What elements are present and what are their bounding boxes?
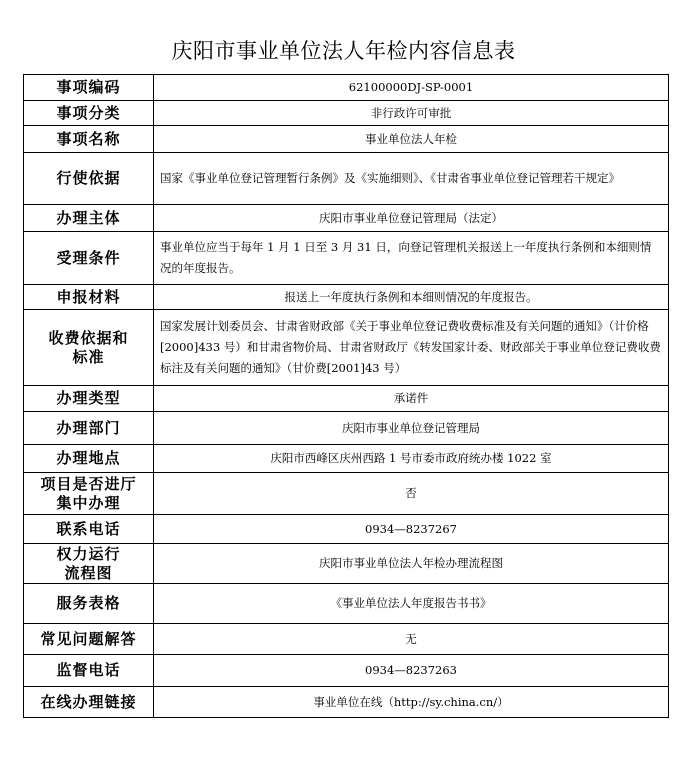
- row-value-item-name: 事业单位法人年检: [154, 126, 669, 153]
- row-value-handling-department: 庆阳市事业单位登记管理局: [154, 412, 669, 445]
- info-table: [23, 74, 669, 718]
- table-row: [24, 473, 669, 515]
- table-row: [24, 584, 669, 624]
- table-row: [24, 386, 669, 412]
- row-label-item-name: 事项名称: [24, 126, 154, 153]
- table-row: [24, 445, 669, 473]
- table-row: [24, 126, 669, 153]
- row-label-handling-type: 办理类型: [24, 386, 154, 412]
- row-value-handling-location: 庆阳市西峰区庆州西路 1 号市委市政府统办楼 1022 室: [154, 445, 669, 473]
- row-label-acceptance-conditions: 受理条件: [24, 232, 154, 285]
- row-value-acceptance-conditions: 事业单位应当于每年 1 月 1 日至 3 月 31 日，向登记管理机关报送上一年度执行条例和本细则情况的年度报告。: [154, 232, 669, 285]
- table-row: [24, 101, 669, 126]
- row-value-fee-basis: 国家发展计划委员会、甘肃省财政部《关于事业单位登记费收费标准及有关问题的通知》（计价格[2000]433 号）和甘肃省物价局、甘肃省财政厅《转发国家计委、财政部关于事业单位登记费收费标注及有关问题的通知》（甘价费[2001]43 号）: [154, 310, 669, 386]
- row-value-process-flowchart: 庆阳市事业单位法人年检办理流程图: [154, 544, 669, 584]
- table-row: [24, 310, 669, 386]
- row-label-faq: 常见问题解答: [24, 624, 154, 655]
- table-row: [24, 232, 669, 285]
- row-value-contact-phone: 0934—8237267: [154, 515, 669, 544]
- table-row: [24, 75, 669, 101]
- row-value-handling-body: 庆阳市事业单位登记管理局（法定）: [154, 205, 669, 232]
- row-label-supervision-phone: 监督电话: [24, 655, 154, 687]
- row-label-handling-location: 办理地点: [24, 445, 154, 473]
- row-value-online-link: 事业单位在线（http://sy.china.cn/）: [154, 687, 669, 718]
- row-label-fee-basis: 收费依据和标准: [24, 310, 154, 386]
- row-label-online-link: 在线办理链接: [24, 687, 154, 718]
- row-label-handling-department: 办理部门: [24, 412, 154, 445]
- page-title: 庆阳市事业单位法人年检内容信息表: [171, 39, 516, 63]
- table-row: [24, 205, 669, 232]
- row-value-service-forms: 《事业单位法人年度报告书书》: [154, 584, 669, 624]
- row-value-application-materials: 报送上一年度执行条例和本细则情况的年度报告。: [154, 285, 669, 310]
- row-label-centralized-handling: 项目是否进厅集中办理: [24, 473, 154, 515]
- table-row: [24, 544, 669, 584]
- row-label-item-code: 事项编码: [24, 75, 154, 101]
- row-value-handling-type: 承诺件: [154, 386, 669, 412]
- table-row: [24, 153, 669, 205]
- row-value-item-category: 非行政许可审批: [154, 101, 669, 126]
- row-value-item-code: 62100000DJ-SP-0001: [154, 75, 669, 101]
- table-row: [24, 285, 669, 310]
- row-label-legal-basis: 行使依据: [24, 153, 154, 205]
- row-value-centralized-handling: 否: [154, 473, 669, 515]
- row-value-legal-basis: 国家《事业单位登记管理暂行条例》及《实施细则》、《甘肃省事业单位登记管理若干规定》: [154, 153, 669, 205]
- table-row: [24, 687, 669, 718]
- row-value-faq: 无: [154, 624, 669, 655]
- row-label-service-forms: 服务表格: [24, 584, 154, 624]
- row-label-application-materials: 申报材料: [24, 285, 154, 310]
- table-row: [24, 515, 669, 544]
- row-value-supervision-phone: 0934—8237263: [154, 655, 669, 687]
- table-row: [24, 412, 669, 445]
- row-label-handling-body: 办理主体: [24, 205, 154, 232]
- row-label-contact-phone: 联系电话: [24, 515, 154, 544]
- table-row: [24, 655, 669, 687]
- table-row: [24, 624, 669, 655]
- row-label-item-category: 事项分类: [24, 101, 154, 126]
- row-label-process-flowchart: 权力运行流程图: [24, 544, 154, 584]
